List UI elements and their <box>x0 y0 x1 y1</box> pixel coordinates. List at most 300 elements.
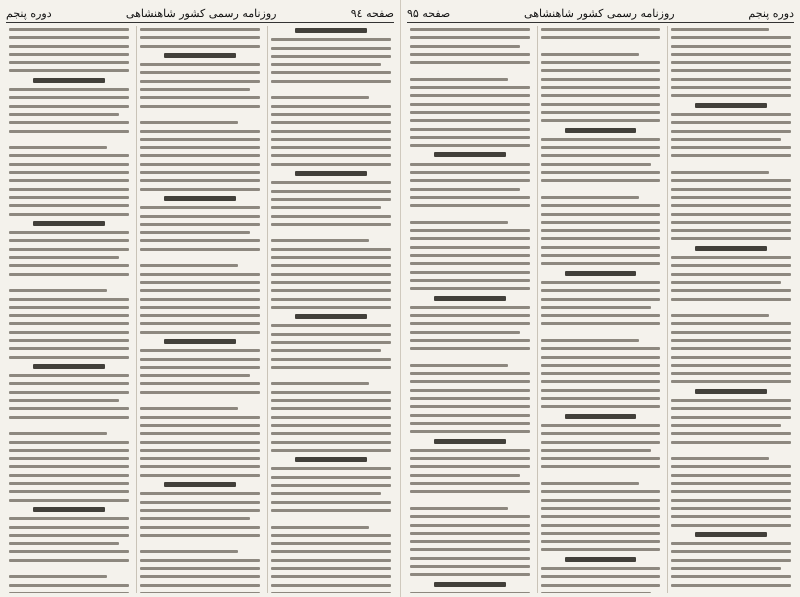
text-line-placeholder <box>541 138 661 141</box>
text-line-placeholder <box>9 542 119 545</box>
text-line-placeholder <box>271 181 391 184</box>
text-line-placeholder <box>410 287 530 290</box>
text-line-placeholder <box>140 575 260 578</box>
text-line-placeholder <box>671 196 791 199</box>
text-line-placeholder <box>410 389 530 392</box>
text-line-placeholder <box>9 314 129 317</box>
text-line-placeholder <box>140 474 260 477</box>
text-line-placeholder <box>140 331 260 334</box>
text-line-placeholder <box>271 575 391 578</box>
text-line-placeholder <box>140 188 260 191</box>
text-line-placeholder <box>271 248 391 251</box>
text-line-placeholder <box>271 256 391 259</box>
text-line-placeholder <box>271 281 391 284</box>
text-line-placeholder <box>140 71 260 74</box>
text-line-placeholder <box>271 239 369 242</box>
text-line-placeholder <box>671 273 791 276</box>
text-line-placeholder <box>671 213 791 216</box>
right-page-period: دوره پنجم <box>748 6 794 20</box>
text-line-placeholder <box>410 103 530 106</box>
text-line-placeholder <box>9 575 107 578</box>
text-line-placeholder <box>410 565 530 568</box>
text-line-placeholder <box>9 567 129 570</box>
text-line-placeholder <box>671 61 791 64</box>
text-line-placeholder <box>271 38 391 41</box>
text-line-placeholder <box>271 567 391 570</box>
text-line-placeholder <box>140 416 260 419</box>
text-line-placeholder <box>140 509 260 512</box>
text-line-placeholder <box>9 534 129 537</box>
text-line-placeholder <box>410 204 530 207</box>
text-line-placeholder <box>541 507 661 510</box>
text-line-placeholder <box>140 163 260 166</box>
text-line-placeholder <box>671 146 791 149</box>
text-line-placeholder <box>410 36 530 39</box>
text-line-placeholder <box>140 223 260 226</box>
text-line-placeholder <box>671 289 791 292</box>
text-line-placeholder <box>541 28 661 31</box>
text-line-placeholder <box>410 592 530 593</box>
text-line-placeholder <box>410 548 530 551</box>
text-line-placeholder <box>140 534 260 537</box>
text-line-placeholder <box>140 298 260 301</box>
text-line-placeholder <box>671 559 791 562</box>
text-line-placeholder <box>140 256 260 259</box>
text-line-placeholder <box>9 306 129 309</box>
text-line-placeholder <box>271 592 391 593</box>
text-line-placeholder <box>671 542 791 545</box>
text-line-placeholder <box>271 47 391 50</box>
text-line-placeholder <box>671 416 791 419</box>
text-line-placeholder <box>271 550 391 553</box>
text-line-placeholder <box>9 347 129 350</box>
left-column-3 <box>6 26 132 593</box>
text-line-placeholder <box>541 53 639 56</box>
text-line-placeholder <box>541 465 661 468</box>
text-line-placeholder <box>541 163 651 166</box>
text-line-placeholder <box>541 314 661 317</box>
text-line-placeholder <box>271 542 391 545</box>
text-line-placeholder <box>140 113 260 116</box>
text-line-placeholder <box>541 298 661 301</box>
text-line-placeholder <box>271 366 391 369</box>
text-line-placeholder <box>271 432 391 435</box>
text-line-placeholder <box>671 592 791 593</box>
text-line-placeholder <box>33 507 105 512</box>
text-line-placeholder <box>164 482 236 487</box>
text-line-placeholder <box>9 499 129 502</box>
text-line-placeholder <box>541 405 661 408</box>
text-line-placeholder <box>271 407 391 410</box>
text-line-placeholder <box>671 138 781 141</box>
text-line-placeholder <box>671 281 781 284</box>
text-line-placeholder <box>9 517 129 520</box>
right-page <box>401 0 800 597</box>
text-line-placeholder <box>9 121 129 124</box>
text-line-placeholder <box>410 246 530 249</box>
text-line-placeholder <box>671 584 791 587</box>
text-line-placeholder <box>140 179 260 182</box>
text-line-placeholder <box>140 239 260 242</box>
text-line-placeholder <box>9 449 129 452</box>
text-line-placeholder <box>164 53 236 58</box>
text-line-placeholder <box>271 113 391 116</box>
text-line-placeholder <box>271 441 391 444</box>
text-line-placeholder <box>140 146 260 149</box>
text-line-placeholder <box>671 575 791 578</box>
text-line-placeholder <box>541 94 661 97</box>
text-line-placeholder <box>9 407 129 410</box>
text-line-placeholder <box>541 449 651 452</box>
text-line-placeholder <box>541 441 661 444</box>
text-line-placeholder <box>271 55 391 58</box>
text-line-placeholder <box>541 540 661 543</box>
text-line-placeholder <box>140 517 250 520</box>
text-line-placeholder <box>295 314 367 319</box>
text-line-placeholder <box>140 432 260 435</box>
text-line-placeholder <box>671 424 781 427</box>
text-line-placeholder <box>671 364 791 367</box>
text-line-placeholder <box>9 474 129 477</box>
text-line-placeholder <box>671 441 791 444</box>
text-line-placeholder <box>695 532 767 537</box>
text-line-placeholder <box>9 256 119 259</box>
text-line-placeholder <box>140 501 260 504</box>
text-line-placeholder <box>9 399 119 402</box>
text-line-placeholder <box>9 382 129 385</box>
text-line-placeholder <box>9 432 107 435</box>
text-line-placeholder <box>671 380 791 383</box>
text-line-placeholder <box>271 358 391 361</box>
text-line-placeholder <box>410 532 530 535</box>
text-line-placeholder <box>140 248 260 251</box>
text-line-placeholder <box>541 154 661 157</box>
text-line-placeholder <box>541 86 661 89</box>
text-line-placeholder <box>9 559 129 562</box>
text-line-placeholder <box>140 424 260 427</box>
text-line-placeholder <box>410 449 530 452</box>
text-line-placeholder <box>295 171 367 176</box>
text-line-placeholder <box>671 86 791 89</box>
text-line-placeholder <box>140 550 238 553</box>
text-line-placeholder <box>541 188 661 191</box>
text-line-placeholder <box>410 524 530 527</box>
text-line-placeholder <box>541 482 639 485</box>
text-line-placeholder <box>410 515 530 518</box>
text-line-placeholder <box>695 103 767 108</box>
text-line-placeholder <box>410 69 530 72</box>
text-line-placeholder <box>541 213 661 216</box>
right-column-3 <box>407 26 533 593</box>
text-line-placeholder <box>271 71 391 74</box>
right-page-title: روزنامه رسمی کشور شاهنشاهی <box>524 6 675 20</box>
text-line-placeholder <box>140 264 238 267</box>
text-line-placeholder <box>271 80 391 83</box>
text-line-placeholder <box>9 53 129 56</box>
left-column-2 <box>136 26 263 593</box>
text-line-placeholder <box>410 78 508 81</box>
text-line-placeholder <box>140 88 250 91</box>
text-line-placeholder <box>9 441 129 444</box>
left-page-columns <box>6 26 394 593</box>
text-line-placeholder <box>271 492 381 495</box>
text-line-placeholder <box>9 339 129 342</box>
text-line-placeholder <box>541 262 661 265</box>
text-line-placeholder <box>140 130 260 133</box>
text-line-placeholder <box>140 45 260 48</box>
right-page-header <box>407 4 794 23</box>
text-line-placeholder <box>140 559 260 562</box>
text-line-placeholder <box>9 550 129 553</box>
text-line-placeholder <box>140 273 260 276</box>
text-line-placeholder <box>271 289 391 292</box>
text-line-placeholder <box>271 138 391 141</box>
text-line-placeholder <box>140 28 260 31</box>
text-line-placeholder <box>271 584 391 587</box>
left-page-header <box>6 4 394 23</box>
text-line-placeholder <box>140 231 250 234</box>
text-line-placeholder <box>410 94 530 97</box>
text-line-placeholder <box>541 119 661 122</box>
text-line-placeholder <box>410 457 530 460</box>
text-line-placeholder <box>9 130 129 133</box>
text-line-placeholder <box>671 130 791 133</box>
text-line-placeholder <box>541 389 661 392</box>
text-line-placeholder <box>410 322 530 325</box>
text-line-placeholder <box>410 507 508 510</box>
text-line-placeholder <box>9 356 129 359</box>
text-line-placeholder <box>271 374 391 377</box>
text-line-placeholder <box>671 237 791 240</box>
text-line-placeholder <box>9 138 129 141</box>
text-line-placeholder <box>671 314 769 317</box>
text-line-placeholder <box>541 179 661 182</box>
left-column-1 <box>267 26 394 593</box>
text-line-placeholder <box>541 584 661 587</box>
text-line-placeholder <box>410 171 530 174</box>
text-line-placeholder <box>271 96 369 99</box>
text-line-placeholder <box>9 146 107 149</box>
text-line-placeholder <box>271 526 369 529</box>
text-line-placeholder <box>410 53 530 56</box>
text-line-placeholder <box>9 490 129 493</box>
text-line-placeholder <box>140 391 260 394</box>
text-line-placeholder <box>140 592 260 593</box>
text-line-placeholder <box>671 113 791 116</box>
text-line-placeholder <box>695 246 767 251</box>
text-line-placeholder <box>410 474 520 477</box>
text-line-placeholder <box>164 339 236 344</box>
text-line-placeholder <box>434 152 506 157</box>
text-line-placeholder <box>541 356 661 359</box>
text-line-placeholder <box>541 532 661 535</box>
text-line-placeholder <box>271 509 391 512</box>
text-line-placeholder <box>140 63 260 66</box>
text-line-placeholder <box>410 279 530 282</box>
text-line-placeholder <box>410 405 530 408</box>
text-line-placeholder <box>271 382 369 385</box>
text-line-placeholder <box>9 61 129 64</box>
text-line-placeholder <box>410 271 530 274</box>
text-line-placeholder <box>541 372 661 375</box>
text-line-placeholder <box>410 540 530 543</box>
text-line-placeholder <box>140 154 260 157</box>
text-line-placeholder <box>140 36 260 39</box>
text-line-placeholder <box>410 380 530 383</box>
text-line-placeholder <box>9 113 119 116</box>
text-line-placeholder <box>541 457 661 460</box>
text-line-placeholder <box>140 215 260 218</box>
text-line-placeholder <box>541 69 661 72</box>
right-column-1 <box>667 26 794 593</box>
text-line-placeholder <box>140 584 260 587</box>
text-line-placeholder <box>671 372 791 375</box>
text-line-placeholder <box>271 154 391 157</box>
text-line-placeholder <box>541 103 661 106</box>
text-line-placeholder <box>541 347 661 350</box>
text-line-placeholder <box>410 196 530 199</box>
text-line-placeholder <box>671 322 791 325</box>
text-line-placeholder <box>9 584 129 587</box>
text-line-placeholder <box>9 281 129 284</box>
text-line-placeholder <box>33 78 105 83</box>
text-line-placeholder <box>140 374 250 377</box>
text-line-placeholder <box>9 457 129 460</box>
text-line-placeholder <box>410 364 508 367</box>
text-line-placeholder <box>271 190 391 193</box>
text-line-placeholder <box>410 331 520 334</box>
left-page-period: دوره پنجم <box>6 6 52 20</box>
text-line-placeholder <box>271 130 391 133</box>
text-line-placeholder <box>9 298 129 301</box>
text-line-placeholder <box>9 374 129 377</box>
text-line-placeholder <box>541 246 661 249</box>
text-line-placeholder <box>9 105 129 108</box>
text-line-placeholder <box>410 339 530 342</box>
text-line-placeholder <box>410 163 530 166</box>
text-line-placeholder <box>9 45 129 48</box>
text-line-placeholder <box>271 63 381 66</box>
text-line-placeholder <box>541 548 661 551</box>
text-line-placeholder <box>9 231 129 234</box>
text-line-placeholder <box>671 567 781 570</box>
text-line-placeholder <box>33 364 105 369</box>
text-line-placeholder <box>9 239 129 242</box>
text-line-placeholder <box>410 213 530 216</box>
text-line-placeholder <box>9 322 129 325</box>
text-line-placeholder <box>410 490 530 493</box>
text-line-placeholder <box>9 171 129 174</box>
text-line-placeholder <box>9 88 129 91</box>
text-line-placeholder <box>140 96 260 99</box>
text-line-placeholder <box>410 119 530 122</box>
text-line-placeholder <box>541 281 661 284</box>
text-line-placeholder <box>541 380 661 383</box>
text-line-placeholder <box>410 111 530 114</box>
text-line-placeholder <box>140 407 238 410</box>
text-line-placeholder <box>671 171 769 174</box>
text-line-placeholder <box>541 204 661 207</box>
text-line-placeholder <box>271 341 391 344</box>
text-line-placeholder <box>410 372 530 375</box>
text-line-placeholder <box>140 80 260 83</box>
text-line-placeholder <box>271 215 391 218</box>
text-line-placeholder <box>541 322 661 325</box>
text-line-placeholder <box>140 171 260 174</box>
text-line-placeholder <box>295 457 367 462</box>
text-line-placeholder <box>410 188 520 191</box>
text-line-placeholder <box>541 229 661 232</box>
text-line-placeholder <box>434 296 506 301</box>
text-line-placeholder <box>410 136 530 139</box>
text-line-placeholder <box>271 223 391 226</box>
text-line-placeholder <box>541 432 661 435</box>
text-line-placeholder <box>671 306 791 309</box>
text-line-placeholder <box>541 61 661 64</box>
text-line-placeholder <box>271 88 391 91</box>
text-line-placeholder <box>541 524 661 527</box>
text-line-placeholder <box>541 575 661 578</box>
text-line-placeholder <box>140 314 260 317</box>
text-line-placeholder <box>565 271 637 276</box>
text-line-placeholder <box>541 36 661 39</box>
text-line-placeholder <box>140 526 260 529</box>
text-line-placeholder <box>271 231 391 234</box>
text-line-placeholder <box>541 78 661 81</box>
text-line-placeholder <box>671 432 791 435</box>
text-line-placeholder <box>671 36 791 39</box>
text-line-placeholder <box>271 333 391 336</box>
text-line-placeholder <box>671 256 791 259</box>
text-line-placeholder <box>410 128 530 131</box>
text-line-placeholder <box>410 499 530 502</box>
text-line-placeholder <box>434 439 506 444</box>
text-line-placeholder <box>9 196 129 199</box>
text-line-placeholder <box>410 482 530 485</box>
text-line-placeholder <box>9 465 129 468</box>
text-line-placeholder <box>671 550 791 553</box>
right-column-2 <box>537 26 664 593</box>
text-line-placeholder <box>9 213 129 216</box>
text-line-placeholder <box>410 356 530 359</box>
text-line-placeholder <box>565 128 637 133</box>
text-line-placeholder <box>140 322 260 325</box>
text-line-placeholder <box>410 229 530 232</box>
text-line-placeholder <box>671 188 791 191</box>
text-line-placeholder <box>271 206 381 209</box>
text-line-placeholder <box>541 254 661 257</box>
text-line-placeholder <box>9 264 129 267</box>
text-line-placeholder <box>541 171 661 174</box>
right-page-number: صفحه ۹۵ <box>407 6 451 20</box>
text-line-placeholder <box>271 163 391 166</box>
text-line-placeholder <box>671 94 791 97</box>
text-line-placeholder <box>541 331 661 334</box>
text-line-placeholder <box>9 273 129 276</box>
text-line-placeholder <box>671 264 791 267</box>
text-line-placeholder <box>671 465 791 468</box>
text-line-placeholder <box>140 138 260 141</box>
text-line-placeholder <box>140 206 260 209</box>
text-line-placeholder <box>140 281 260 284</box>
text-line-placeholder <box>671 221 791 224</box>
text-line-placeholder <box>140 567 260 570</box>
text-line-placeholder <box>9 163 129 166</box>
text-line-placeholder <box>671 490 791 493</box>
text-line-placeholder <box>410 314 530 317</box>
right-page-columns <box>407 26 794 593</box>
text-line-placeholder <box>671 179 791 182</box>
